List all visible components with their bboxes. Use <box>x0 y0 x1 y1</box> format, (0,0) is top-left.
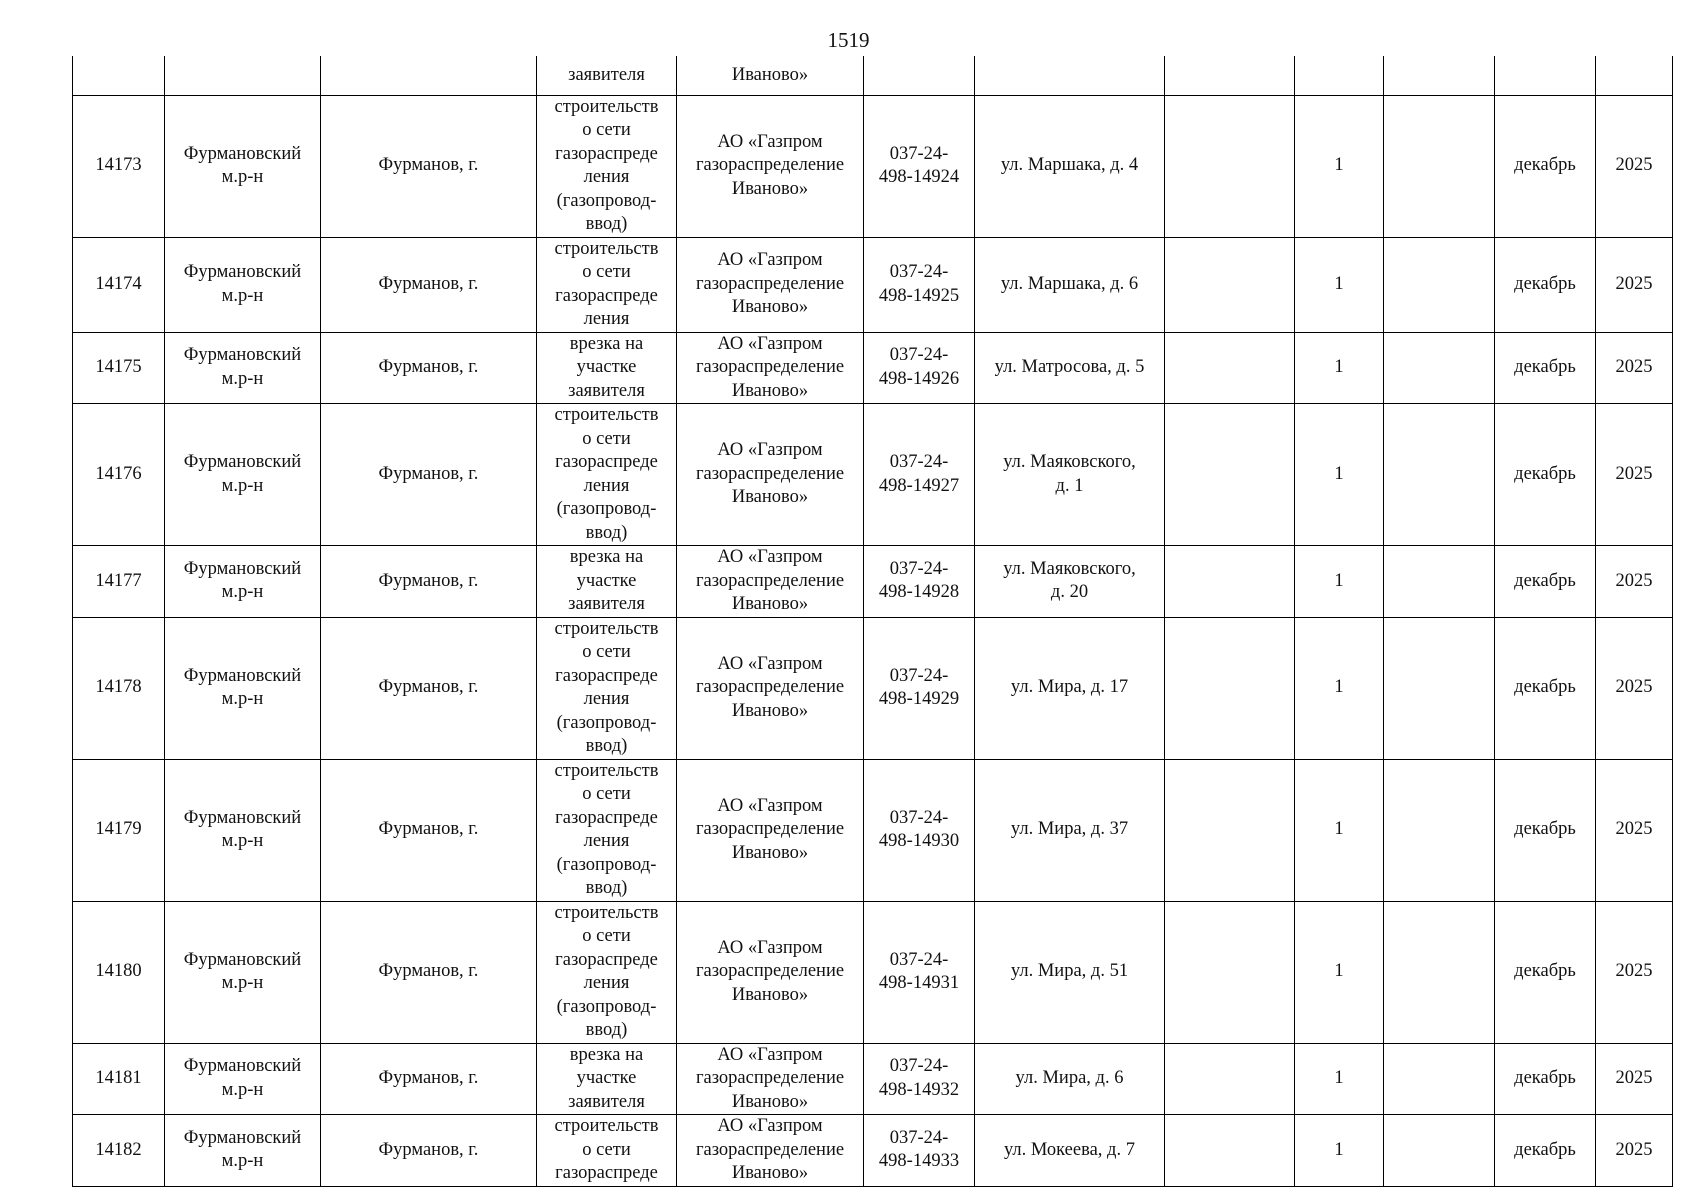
cell-address <box>975 56 1165 95</box>
cell-quantity: 1 <box>1295 546 1384 618</box>
cell-request-id: 037-24- 498-14928 <box>864 546 975 618</box>
cell-number: 14180 <box>73 901 165 1043</box>
cell-address: ул. Маяковского, д. 20 <box>975 546 1165 618</box>
cell-organization: АО «Газпром газораспределение Иваново» <box>677 901 864 1043</box>
table-body <box>73 56 1673 1186</box>
cell-address: ул. Маяковского, д. 1 <box>975 404 1165 546</box>
cell-year: 2025 <box>1596 95 1673 237</box>
cell-number: 14176 <box>73 404 165 546</box>
cell-district: Фурмановский м.р-н <box>165 404 321 546</box>
cell-month: декабрь <box>1495 404 1596 546</box>
cell-month: декабрь <box>1495 332 1596 404</box>
cell-empty-1 <box>1165 332 1295 404</box>
cell-settlement: Фурманов, г. <box>321 1115 537 1187</box>
cell-empty-2 <box>1384 56 1495 95</box>
cell-quantity: 1 <box>1295 1043 1384 1115</box>
cell-request-id: 037-24- 498-14924 <box>864 95 975 237</box>
cell-district: Фурмановский м.р-н <box>165 1043 321 1115</box>
cell-empty-2 <box>1384 617 1495 759</box>
cell-settlement: Фурманов, г. <box>321 759 537 901</box>
table-row-continued <box>73 56 1673 95</box>
cell-quantity <box>1295 56 1384 95</box>
cell-month: декабрь <box>1495 1043 1596 1115</box>
cell-settlement: Фурманов, г. <box>321 1043 537 1115</box>
cell-number: 14178 <box>73 617 165 759</box>
cell-request-id: 037-24- 498-14926 <box>864 332 975 404</box>
cell-district: Фурмановский м.р-н <box>165 237 321 332</box>
cell-year: 2025 <box>1596 1115 1673 1187</box>
cell-empty-2 <box>1384 759 1495 901</box>
cell-request-id: 037-24- 498-14930 <box>864 759 975 901</box>
cell-work-type: строительств о сети газораспреде ления (газопровод- ввод) <box>537 617 677 759</box>
cell-month: декабрь <box>1495 1115 1596 1187</box>
cell-organization: АО «Газпром газораспределение Иваново» <box>677 237 864 332</box>
cell-empty-2 <box>1384 404 1495 546</box>
table-row <box>73 546 1673 618</box>
cell-month <box>1495 56 1596 95</box>
cell-year: 2025 <box>1596 617 1673 759</box>
cell-month: декабрь <box>1495 237 1596 332</box>
table-row <box>73 332 1673 404</box>
cell-address: ул. Маршака, д. 6 <box>975 237 1165 332</box>
table-row <box>73 617 1673 759</box>
cell-number: 14174 <box>73 237 165 332</box>
cell-work-type: врезка на участке заявителя <box>537 332 677 404</box>
cell-empty-1 <box>1165 1115 1295 1187</box>
table-row <box>73 1115 1673 1187</box>
cell-number: 14173 <box>73 95 165 237</box>
cell-empty-1 <box>1165 546 1295 618</box>
cell-empty-2 <box>1384 332 1495 404</box>
cell-address: ул. Мира, д. 51 <box>975 901 1165 1043</box>
cell-number: 14179 <box>73 759 165 901</box>
table-row <box>73 1043 1673 1115</box>
cell-year: 2025 <box>1596 404 1673 546</box>
cell-empty-1 <box>1165 1043 1295 1115</box>
cell-month: декабрь <box>1495 617 1596 759</box>
cell-district: Фурмановский м.р-н <box>165 617 321 759</box>
cell-empty-1 <box>1165 95 1295 237</box>
cell-quantity: 1 <box>1295 237 1384 332</box>
cell-number: 14181 <box>73 1043 165 1115</box>
cell-settlement: Фурманов, г. <box>321 332 537 404</box>
cell-year: 2025 <box>1596 546 1673 618</box>
table-row <box>73 95 1673 237</box>
cell-empty-2 <box>1384 95 1495 237</box>
cell-empty-1 <box>1165 617 1295 759</box>
cell-organization: АО «Газпром газораспределение Иваново» <box>677 1043 864 1115</box>
cell-year <box>1596 56 1673 95</box>
cell-number: 14175 <box>73 332 165 404</box>
table-row <box>73 759 1673 901</box>
cell-settlement: Фурманов, г. <box>321 901 537 1043</box>
cell-request-id: 037-24- 498-14925 <box>864 237 975 332</box>
cell-empty-1 <box>1165 759 1295 901</box>
cell-empty-2 <box>1384 237 1495 332</box>
cell-quantity: 1 <box>1295 404 1384 546</box>
cell-quantity: 1 <box>1295 332 1384 404</box>
table-row <box>73 901 1673 1043</box>
cell-address: ул. Мира, д. 37 <box>975 759 1165 901</box>
cell-number: 14182 <box>73 1115 165 1187</box>
cell-month: декабрь <box>1495 901 1596 1043</box>
cell-work-type: врезка на участке заявителя <box>537 546 677 618</box>
cell-organization: АО «Газпром газораспределение Иваново» <box>677 404 864 546</box>
cell-request-id: 037-24- 498-14932 <box>864 1043 975 1115</box>
cell-number <box>73 56 165 95</box>
cell-organization: Иваново» <box>677 56 864 95</box>
cell-month: декабрь <box>1495 759 1596 901</box>
cell-empty-1 <box>1165 56 1295 95</box>
cell-organization: АО «Газпром газораспределение Иваново» <box>677 332 864 404</box>
cell-address: ул. Мира, д. 17 <box>975 617 1165 759</box>
cell-work-type: строительств о сети газораспреде ления (газопровод- ввод) <box>537 404 677 546</box>
cell-work-type: врезка на участке заявителя <box>537 1043 677 1115</box>
cell-district: Фурмановский м.р-н <box>165 901 321 1043</box>
cell-settlement: Фурманов, г. <box>321 95 537 237</box>
table-row <box>73 404 1673 546</box>
cell-empty-2 <box>1384 1043 1495 1115</box>
cell-quantity: 1 <box>1295 617 1384 759</box>
cell-work-type: строительств о сети газораспреде ления <box>537 237 677 332</box>
cell-empty-2 <box>1384 901 1495 1043</box>
cell-organization: АО «Газпром газораспределение Иваново» <box>677 546 864 618</box>
cell-year: 2025 <box>1596 901 1673 1043</box>
cell-address: ул. Мира, д. 6 <box>975 1043 1165 1115</box>
cell-district: Фурмановский м.р-н <box>165 1115 321 1187</box>
cell-month: декабрь <box>1495 546 1596 618</box>
cell-district: Фурмановский м.р-н <box>165 759 321 901</box>
cell-request-id: 037-24- 498-14931 <box>864 901 975 1043</box>
cell-work-type: строительств о сети газораспреде <box>537 1115 677 1187</box>
cell-address: ул. Маршака, д. 4 <box>975 95 1165 237</box>
cell-address: ул. Мокеева, д. 7 <box>975 1115 1165 1187</box>
cell-settlement <box>321 56 537 95</box>
cell-work-type: заявителя <box>537 56 677 95</box>
cell-empty-1 <box>1165 901 1295 1043</box>
page-number: 1519 <box>827 28 870 52</box>
cell-request-id: 037-24- 498-14929 <box>864 617 975 759</box>
cell-empty-1 <box>1165 237 1295 332</box>
cell-work-type: строительств о сети газораспреде ления (газопровод- ввод) <box>537 759 677 901</box>
cell-district: Фурмановский м.р-н <box>165 546 321 618</box>
cell-quantity: 1 <box>1295 901 1384 1043</box>
cell-number: 14177 <box>73 546 165 618</box>
cell-year: 2025 <box>1596 332 1673 404</box>
cell-settlement: Фурманов, г. <box>321 404 537 546</box>
cell-district <box>165 56 321 95</box>
cell-quantity: 1 <box>1295 95 1384 237</box>
cell-empty-2 <box>1384 546 1495 618</box>
cell-organization: АО «Газпром газораспределение Иваново» <box>677 759 864 901</box>
cell-work-type: строительств о сети газораспреде ления (газопровод- ввод) <box>537 901 677 1043</box>
cell-quantity: 1 <box>1295 1115 1384 1187</box>
cell-request-id: 037-24- 498-14927 <box>864 404 975 546</box>
cell-empty-1 <box>1165 404 1295 546</box>
cell-year: 2025 <box>1596 759 1673 901</box>
cell-year: 2025 <box>1596 1043 1673 1115</box>
cell-district: Фурмановский м.р-н <box>165 332 321 404</box>
cell-settlement: Фурманов, г. <box>321 237 537 332</box>
cell-work-type: строительств о сети газораспреде ления (газопровод- ввод) <box>537 95 677 237</box>
cell-request-id: 037-24- 498-14933 <box>864 1115 975 1187</box>
cell-settlement: Фурманов, г. <box>321 617 537 759</box>
table-row <box>73 237 1673 332</box>
cell-quantity: 1 <box>1295 759 1384 901</box>
cell-address: ул. Матросова, д. 5 <box>975 332 1165 404</box>
cell-empty-2 <box>1384 1115 1495 1187</box>
cell-settlement: Фурманов, г. <box>321 546 537 618</box>
cell-district: Фурмановский м.р-н <box>165 95 321 237</box>
cell-organization: АО «Газпром газораспределение Иваново» <box>677 1115 864 1187</box>
cell-request-id <box>864 56 975 95</box>
cell-year: 2025 <box>1596 237 1673 332</box>
cell-organization: АО «Газпром газораспределение Иваново» <box>677 95 864 237</box>
cell-organization: АО «Газпром газораспределение Иваново» <box>677 617 864 759</box>
cell-month: декабрь <box>1495 95 1596 237</box>
gas-connection-registry-table <box>72 56 1673 1187</box>
